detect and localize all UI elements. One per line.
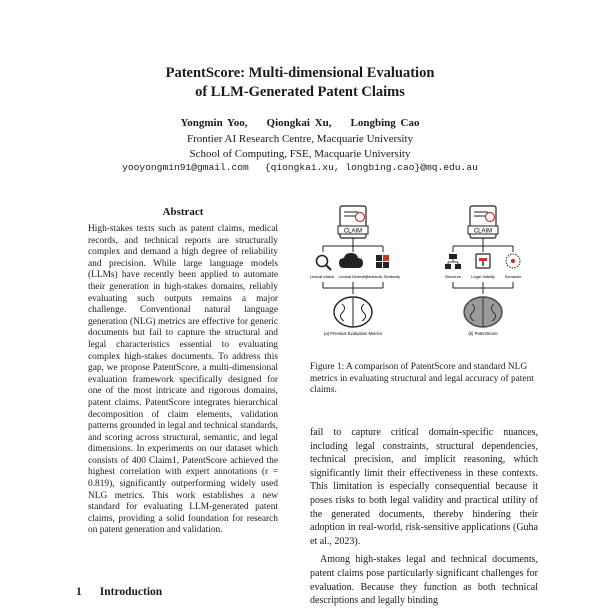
title-line-1: PatentScore: Multi-dimensional Evaluation [165,65,435,81]
section-title: Introduction [99,586,163,598]
metric-label: Lexical Diversity [338,274,368,279]
brain-icon [464,297,502,327]
abstract-text: High-stakes texts such as patent claims, medical records, and technical reports are structurally complex and demand a high degree of reliability and precision. While large language models (LLMs) have recently been applied to automate their generation in high-stakes domains, reliably evaluating such outputs remains a major challenge. Conventional natural language generation (NLG) metrics are effective for generic documents but fail to capture the structural and legal characteristics essential to evaluating complex high-stakes documents. To address this gap, we propose PatentScore, a multi-dimensional evaluation framework specifically designed for one of the most intricate and rigorous domains, patent claims. PatentScore integrates hierarchical decomposition of claim elements, validation patterns grounded in legal and technical standards, and scoring across structural, semantic, and legal dimensions. In experiments on our dataset which consists of 400 Claim1, PatentScore achieved the highest correlation with expert annotations (r = 0.819), significantly outperforming widely used NLG metrics. This work establishes a new standard for evaluating LLM-generated patent claims, providing a solid foundation for research on patent generation and validation. [88,224,278,536]
affiliation: Frontier AI Research Centre, Macquarie University [186,133,414,145]
author-name: Longbing Cao [350,117,420,129]
abstract-heading: Abstract [162,206,204,218]
gavel-icon [476,254,490,268]
metric-label: Lexical Match [310,274,335,279]
figure-comparison [310,198,536,358]
brain-caption: (b) PatentScore [468,331,498,336]
title-line-2: of LLM-Generated Patent Claims [195,84,405,100]
metric-label: Semantic Similarity [365,274,401,279]
email: yooyongmin91@gmail.com [122,162,249,173]
claim-label: CLAIM [343,228,363,235]
brain-icon [334,297,372,327]
body-column [310,426,538,613]
body-paragraph: fail to capture critical domain-specific nuances, including legal constraints, structural dependencies, technical precision, and implicit reasoning, which significantly limit their effectiveness in these contexts. This limitation is especially consequential because it poses risks to both legal validity and practical utility of the generated documents, thereby hindering their adoption in real-world, risk-sensitive applications (Guha et al., 2023). [310,427,538,547]
section-number: 1 [76,586,82,598]
hierarchy-icon [445,254,461,269]
semantic-network-icon [506,254,520,268]
brain-caption: (a) Previous Evaluation Metrics [324,331,382,336]
dimension-label: Semantic [504,274,522,279]
magnifier-icon [317,256,332,271]
cloud-icon [339,253,363,268]
claim-label: CLAIM [473,228,493,235]
dimension-label: Structure [444,274,462,279]
email: {qiongkai.xu, longbing.cao}@mq.edu.au [264,162,478,173]
section-heading [76,586,162,598]
author-name: Yongmin Yoo, [180,117,248,129]
author-name: Qiongkai Xu, [266,117,332,129]
dimension-label: Legal Validity [471,274,495,279]
paper-title [0,64,600,102]
puzzle-icon [376,255,389,268]
email-line [0,162,600,173]
affiliation: School of Computing, FSE, Macquarie University [189,148,411,160]
author-list [0,117,600,129]
body-paragraph: Among high-stakes legal and technical documents, patent claims pose particularly significant challenges for evaluation. Because they function as both technical descriptions and legally binding [310,554,538,607]
figure-caption: Figure 1: A comparison of PatentScore and standard NLG metrics in evaluating structural and legal accuracy of patent claims. [310,362,534,396]
